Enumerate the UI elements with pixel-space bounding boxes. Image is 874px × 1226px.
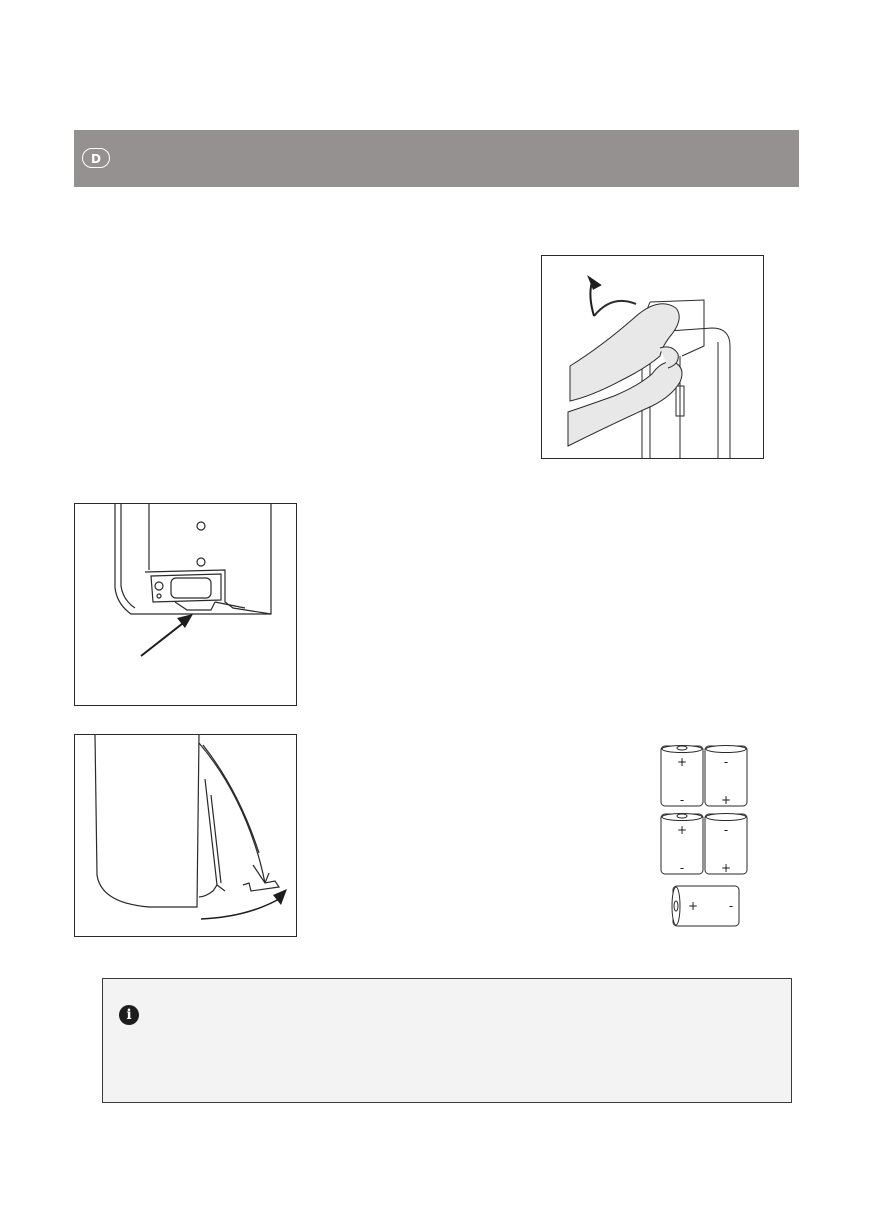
- info-note-box: [102, 978, 792, 1103]
- info-icon: i: [119, 1005, 139, 1025]
- release-tab-arrow-icon: [75, 504, 296, 705]
- cover-swing-open-icon: [75, 735, 296, 936]
- battery-4-top-sign: -: [723, 823, 729, 837]
- battery-3-top-sign: +: [676, 823, 688, 837]
- language-header-bar: [74, 130, 799, 187]
- hands-removing-cover-icon: [542, 256, 763, 458]
- battery-2-bottom-sign: +: [720, 793, 732, 807]
- figure-release-tab: [74, 503, 297, 706]
- figure-remove-cover: [541, 255, 764, 459]
- battery-4-bottom-sign: +: [720, 861, 732, 875]
- battery-5-left-sign: +: [687, 899, 699, 913]
- figure-cover-open: [74, 734, 297, 937]
- battery-5-right-sign: -: [728, 899, 734, 913]
- battery-diagram: [655, 740, 760, 932]
- language-badge: D: [82, 148, 110, 168]
- battery-1-bottom-sign: -: [679, 793, 685, 807]
- battery-1-top-sign: +: [676, 755, 688, 769]
- battery-3-bottom-sign: -: [679, 861, 685, 875]
- battery-orientation-icon: [655, 740, 760, 932]
- battery-2-top-sign: -: [723, 755, 729, 769]
